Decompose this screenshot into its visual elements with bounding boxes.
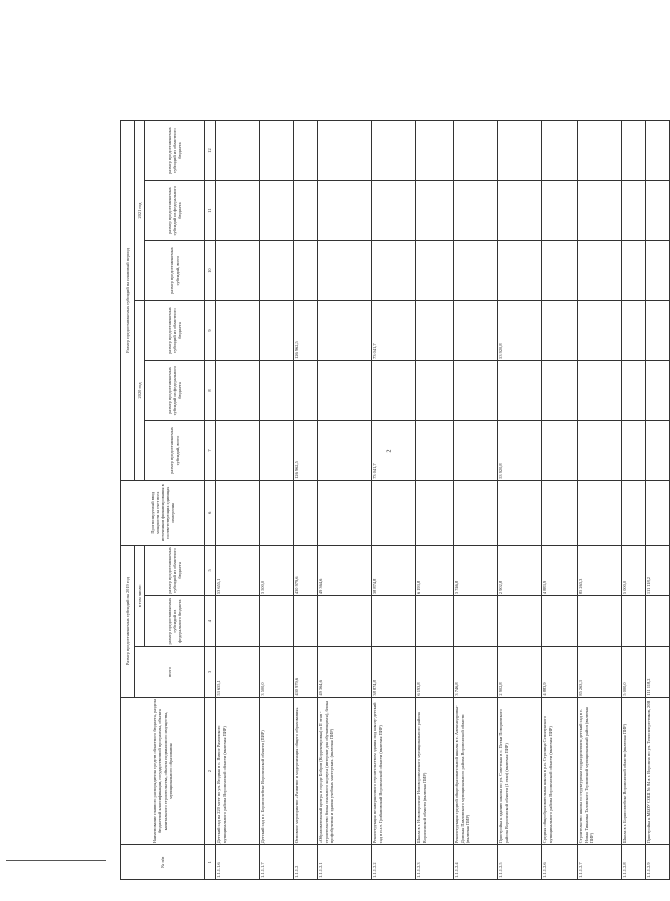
- header-num: № п/п: [121, 845, 205, 880]
- row-total-2021: [415, 241, 453, 301]
- header-2019-fed: размер предоставляемых субсидий из федерального бюджета: [145, 596, 205, 647]
- row-total-2019: 5 000,0: [621, 647, 645, 698]
- col-number: 3: [205, 647, 216, 698]
- table-row: [415, 121, 453, 880]
- row-power: [371, 480, 415, 545]
- row-total-2019: 53 655,1: [215, 647, 259, 698]
- row-power: [317, 480, 371, 545]
- row-fed-2019: [541, 596, 577, 647]
- row-fed-2021: [371, 181, 415, 241]
- row-fed-2021: [453, 181, 497, 241]
- col-number: 10: [205, 241, 216, 301]
- row-total-2021: [621, 241, 645, 301]
- row-fed-2020: [577, 361, 621, 421]
- table-row: [453, 121, 497, 880]
- table-header: [121, 121, 216, 880]
- row-fed-2020: [215, 361, 259, 421]
- row-total-2021: [259, 241, 293, 301]
- row-number: 1.1.1.1.6: [215, 845, 259, 880]
- row-fed-2019: [317, 596, 371, 647]
- row-fed-2020: [371, 361, 415, 421]
- table-body: [215, 121, 669, 880]
- row-number: 1.1.1.1.7: [259, 845, 293, 880]
- row-power: [577, 480, 621, 545]
- header-2020-fed: размер предоставляемых субсидий из федерального бюджета: [145, 361, 205, 421]
- row-name: Пристройка к зданию школы по ул. Советская в с. Пески Поворинского района Воронежской области (1 этап) (включая ПИР): [497, 697, 541, 845]
- row-number: 1.1.1.2.5: [497, 845, 541, 880]
- table-row: [317, 121, 371, 880]
- row-obl-2021: [259, 121, 293, 181]
- row-name: Строительство школы со структурным подразделением детский сад в с. Новая Тишанка Таловского Терновский муниципальный район (включая ПИР): [577, 697, 621, 845]
- row-name: Детский сад на 220 мест по ул. Ягодная в с. Ямное Рамонского муниципального района Воронежской области (включая ПИР): [215, 697, 259, 845]
- col-number: 12: [205, 121, 216, 181]
- subsidy-table: [120, 120, 670, 880]
- row-total-2021: [577, 241, 621, 301]
- row-fed-2020: [497, 361, 541, 421]
- header-2021-fed: размер предоставляемых субсидий из федерального бюджета: [145, 181, 205, 241]
- table-row: [371, 121, 415, 880]
- row-fed-2020: [259, 361, 293, 421]
- header-2019-incl: в том числе:: [135, 545, 145, 647]
- row-obl-2019: 3 746,8: [453, 545, 497, 596]
- row-obl-2021: [541, 121, 577, 181]
- row-power: [621, 480, 645, 545]
- table-row: [293, 121, 317, 880]
- row-obl-2019: 49 364,6: [317, 545, 371, 596]
- header-2019-total: всего: [135, 647, 205, 698]
- table-row: [497, 121, 541, 880]
- row-power: [259, 480, 293, 545]
- row-obl-2020: [453, 301, 497, 361]
- table-row: [577, 121, 621, 880]
- row-number: 1.1.1.2.9: [645, 845, 669, 880]
- header-power: Прогнозируемый ввод мощности за счет всех источников финансирования в соответствующих единицах измерения: [121, 480, 205, 545]
- row-obl-2020: [259, 301, 293, 361]
- page-number: 2: [386, 449, 393, 453]
- row-name: Школа в г. Борисоглебске Воронежской области (включая ПИР): [621, 697, 645, 845]
- row-fed-2020: [645, 361, 669, 421]
- column-numbers-row: [205, 121, 216, 880]
- row-name: Основное мероприятие «Развитие и модернизация общего образования»: [293, 697, 317, 845]
- header-2020-total: размер предоставляемых субсидий, всего: [145, 420, 205, 480]
- row-power: [293, 480, 317, 545]
- col-number: 8: [205, 361, 216, 421]
- table-row: [645, 121, 669, 880]
- header-2021: 2021 год: [135, 121, 145, 301]
- header-2020-obl: размер предоставляемых субсидий из областного бюджета: [145, 301, 205, 361]
- header-2021-total: размер предоставляемых субсидий, всего: [145, 241, 205, 301]
- header-2021-obl: размер предоставляемых субсидий из областного бюджета: [145, 121, 205, 181]
- row-obl-2020: [215, 301, 259, 361]
- row-fed-2021: [215, 181, 259, 241]
- row-fed-2019: [453, 596, 497, 647]
- row-power: [645, 480, 669, 545]
- footer-divider: [6, 860, 106, 861]
- row-obl-2020: [645, 301, 669, 361]
- row-fed-2020: [621, 361, 645, 421]
- row-obl-2019: 5 000,0: [621, 545, 645, 596]
- row-total-2019: 4 883,9: [541, 647, 577, 698]
- row-obl-2020: 73 041,7: [371, 301, 415, 361]
- row-obl-2019: 2 902,8: [497, 545, 541, 596]
- row-number: 1.1.1.2.1: [317, 845, 371, 880]
- row-obl-2021: [317, 121, 371, 181]
- row-fed-2021: [645, 181, 669, 241]
- row-total-2021: [317, 241, 371, 301]
- row-total-2020: [577, 420, 621, 480]
- row-total-2019: 111 118,2: [645, 647, 669, 698]
- table-row: [215, 121, 259, 880]
- row-name: Реконструкция незавершенного строительством здания под школу-детский сад в п.г.т. Грибановский Воронежской области (включая ПИР): [371, 697, 415, 845]
- row-total-2019: 85 263,3: [577, 647, 621, 698]
- row-obl-2019: 6 193,8: [415, 545, 453, 596]
- row-fed-2021: [259, 181, 293, 241]
- row-obl-2020: [621, 301, 645, 361]
- row-total-2020: 126 962,5: [293, 420, 317, 480]
- row-power: [497, 480, 541, 545]
- row-name: Школа в г. Нововоронеже Нововоронежского муниципального района Воронежской области (включая ПИР): [415, 697, 453, 845]
- row-fed-2020: [293, 361, 317, 421]
- row-total-2020: 53 920,8: [497, 420, 541, 480]
- col-number: 1: [205, 845, 216, 880]
- row-fed-2019: [215, 596, 259, 647]
- header-2019: Размер предоставляемых субсидий на 2019 год: [121, 545, 135, 697]
- row-obl-2019: 3 500,0: [259, 545, 293, 596]
- row-total-2021: [497, 241, 541, 301]
- row-obl-2020: [415, 301, 453, 361]
- row-total-2019: 3 500,0: [259, 647, 293, 698]
- row-total-2020: [541, 420, 577, 480]
- table-row: [259, 121, 293, 880]
- row-obl-2020: [541, 301, 577, 361]
- row-fed-2021: [621, 181, 645, 241]
- row-fed-2019: [645, 596, 669, 647]
- row-number: 1.1.1.2.8: [621, 845, 645, 880]
- row-obl-2020: 53 920,8: [497, 301, 541, 361]
- col-number: 5: [205, 545, 216, 596]
- col-number: 9: [205, 301, 216, 361]
- row-total-2020: [215, 420, 259, 480]
- header-name: Наименование главного распорядителя средств областного бюджета, раздела бюджетной классификации, государственной программы, объекта капитального строительства, объекта недвижимого имущества, муниципального образования: [121, 697, 205, 845]
- row-number: 1.1.1.2: [293, 845, 317, 880]
- row-total-2020: 73 041,7: [371, 420, 415, 480]
- row-name: Детский сад в г. Борисоглебске Воронежской области (ПИР): [259, 697, 293, 845]
- row-total-2020: [621, 420, 645, 480]
- row-total-2021: [293, 241, 317, 301]
- row-obl-2019: 53 655,1: [215, 545, 259, 596]
- row-fed-2019: [415, 596, 453, 647]
- row-total-2019: 430 979,6: [293, 647, 317, 698]
- row-fed-2019: [577, 596, 621, 647]
- row-total-2020: [453, 420, 497, 480]
- row-obl-2021: [215, 121, 259, 181]
- table-row: [541, 121, 577, 880]
- row-name: Пристройка к МБОУ СОШ № 84 в г. Воронеж по ул. Теплоэнергетиков, 20В: [645, 697, 669, 845]
- row-obl-2020: 126 962,5: [293, 301, 317, 361]
- col-number: 7: [205, 420, 216, 480]
- row-total-2020: [415, 420, 453, 480]
- table-row: [621, 121, 645, 880]
- row-total-2019: 49 364,6: [317, 647, 371, 698]
- row-fed-2021: [577, 181, 621, 241]
- col-number: 11: [205, 181, 216, 241]
- row-total-2019: 2 902,8: [497, 647, 541, 698]
- row-obl-2019: 4 883,9: [541, 545, 577, 596]
- row-total-2019: 3 746,8: [453, 647, 497, 698]
- row-fed-2021: [293, 181, 317, 241]
- row-fed-2019: [621, 596, 645, 647]
- row-name: Реконструкция средней общеобразовательной школы в с. Александровка-Донская Павловского муниципального района Воронежской области (включая ПИР): [453, 697, 497, 845]
- row-obl-2021: [497, 121, 541, 181]
- row-fed-2019: [497, 596, 541, 647]
- rotated-page: [120, 120, 652, 880]
- row-obl-2021: [371, 121, 415, 181]
- row-total-2019: 38 874,8: [371, 647, 415, 698]
- row-obl-2019: 430 979,6: [293, 545, 317, 596]
- row-name: «Образовательный центр» в городе Бобров (Корректировка) и II этап - строительство блока спального корпуса (интернат для обучающихся), блока профобучения и здания учебных мастерских. (включая ПИР): [317, 697, 371, 845]
- row-total-2019: 6 193,8: [415, 647, 453, 698]
- row-total-2020: [317, 420, 371, 480]
- row-fed-2021: [541, 181, 577, 241]
- header-2020: 2020 год: [135, 301, 145, 481]
- row-obl-2021: [577, 121, 621, 181]
- col-number: 6: [205, 480, 216, 545]
- row-obl-2021: [645, 121, 669, 181]
- col-number: 4: [205, 596, 216, 647]
- header-2019-obl: размер предоставляемых субсидий из областного бюджета: [145, 545, 205, 596]
- row-fed-2019: [293, 596, 317, 647]
- row-obl-2021: [453, 121, 497, 181]
- row-fed-2019: [371, 596, 415, 647]
- row-fed-2020: [541, 361, 577, 421]
- row-obl-2019: 85 263,3: [577, 545, 621, 596]
- row-obl-2019: 111 118,2: [645, 545, 669, 596]
- row-fed-2020: [317, 361, 371, 421]
- header-plan: Размер предоставляемых субсидий на плановый период: [121, 121, 135, 481]
- row-fed-2021: [415, 181, 453, 241]
- row-total-2020: [645, 420, 669, 480]
- row-power: [541, 480, 577, 545]
- row-fed-2019: [259, 596, 293, 647]
- row-number: 1.1.1.2.6: [541, 845, 577, 880]
- row-obl-2021: [293, 121, 317, 181]
- row-total-2021: [453, 241, 497, 301]
- row-fed-2021: [317, 181, 371, 241]
- row-obl-2021: [621, 121, 645, 181]
- col-number: 2: [205, 697, 216, 845]
- row-name: Средняя общеобразовательная школа в р.п. Стрелица Семилукского муниципального района Воронежской области (включая ПИР): [541, 697, 577, 845]
- row-number: 1.1.1.2.2: [371, 845, 415, 880]
- row-obl-2019: 38 874,8: [371, 545, 415, 596]
- row-fed-2021: [497, 181, 541, 241]
- row-obl-2020: [317, 301, 371, 361]
- row-total-2020: [259, 420, 293, 480]
- row-power: [215, 480, 259, 545]
- row-fed-2020: [453, 361, 497, 421]
- row-number: 1.1.1.2.7: [577, 845, 621, 880]
- row-obl-2020: [577, 301, 621, 361]
- row-total-2021: [215, 241, 259, 301]
- row-power: [453, 480, 497, 545]
- row-obl-2021: [415, 121, 453, 181]
- row-total-2021: [645, 241, 669, 301]
- row-total-2021: [371, 241, 415, 301]
- row-number: 1.1.1.2.3: [415, 845, 453, 880]
- row-number: 1.1.1.2.4: [453, 845, 497, 880]
- row-fed-2020: [415, 361, 453, 421]
- row-power: [415, 480, 453, 545]
- row-total-2021: [541, 241, 577, 301]
